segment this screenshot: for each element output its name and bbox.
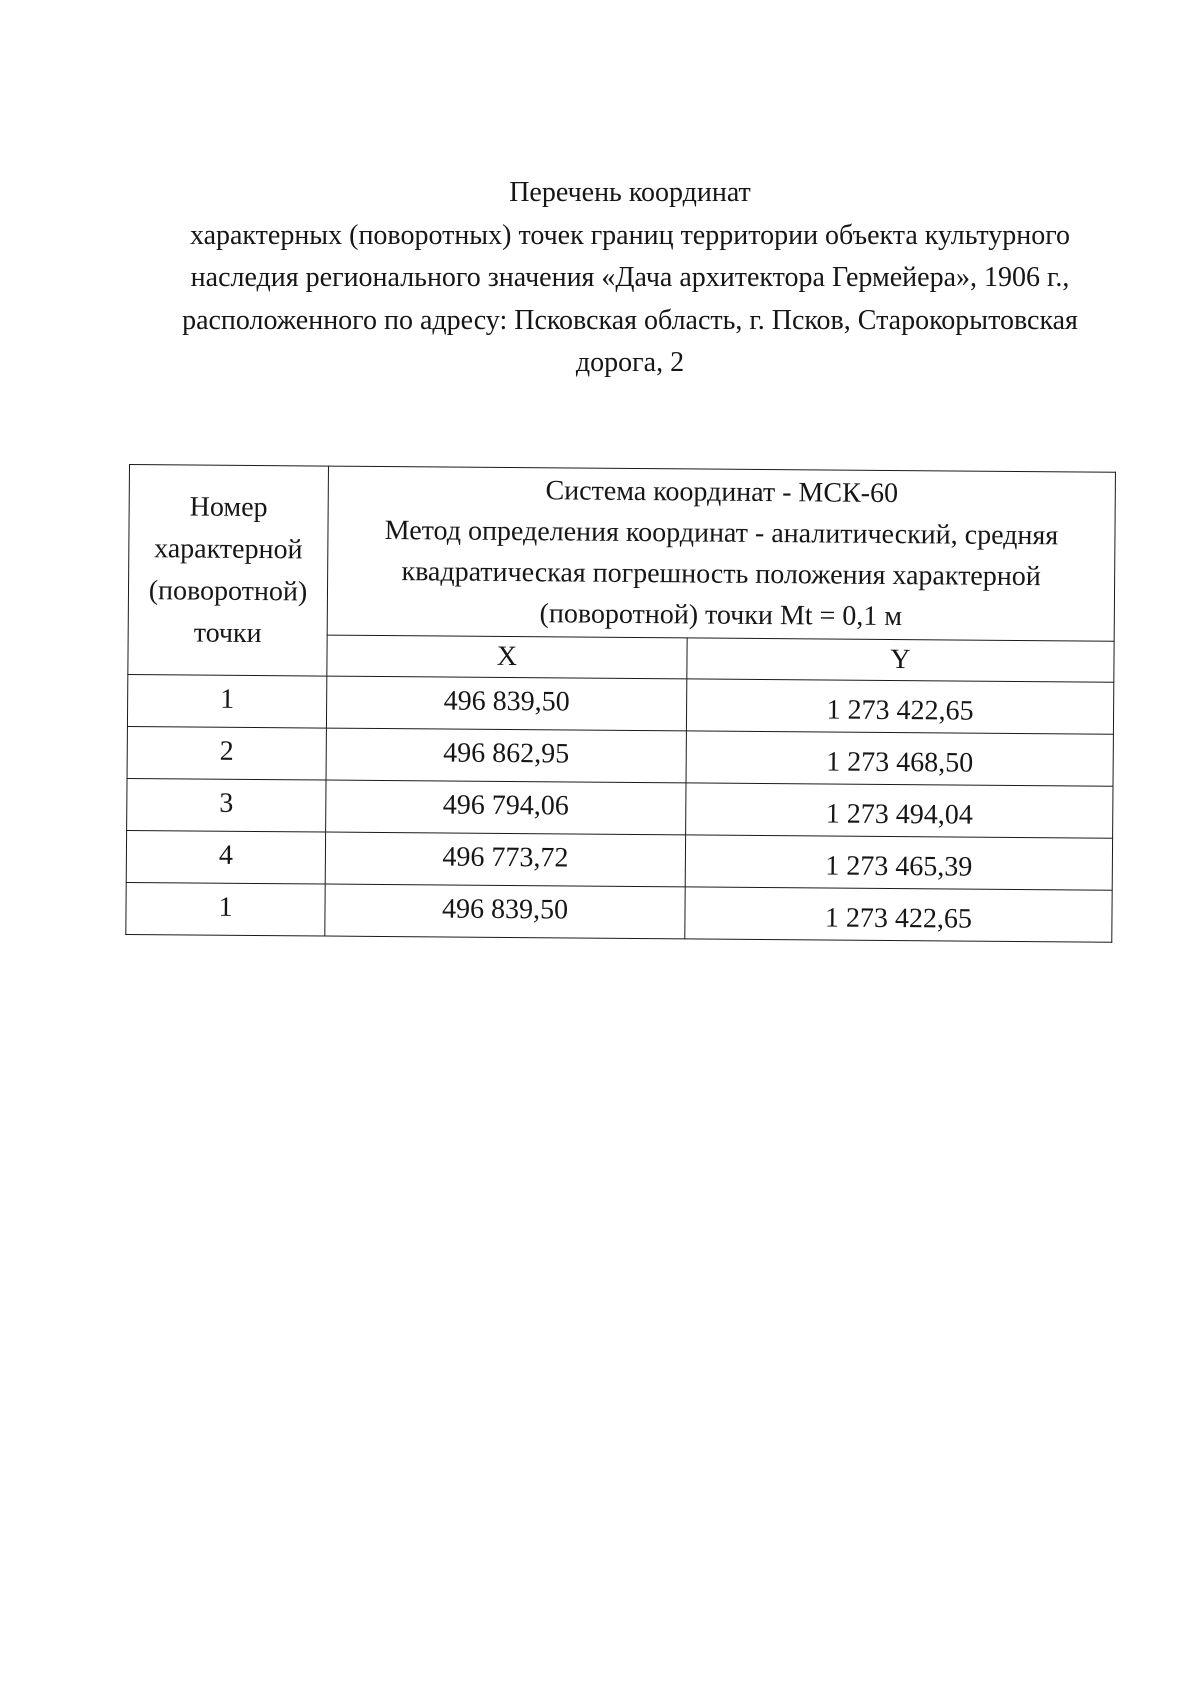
coordinate-system-header: Система координат - МСК-60 Метод определения координат - аналитический, средняя квадратическая погрешность положения характерной (поворотной) точки Mt = 0,1 м (327, 466, 1115, 641)
point-number-cell: 2 (127, 726, 326, 780)
x-column-header: X (327, 635, 687, 679)
y-coordinate-cell: 1 273 468,50 (686, 731, 1113, 786)
table-row (126, 882, 1112, 942)
y-coordinate-cell: 1 273 422,65 (686, 679, 1113, 734)
title-line: расположенного по адресу: Псковская область, г. Псков, Старокорытовская (182, 304, 1078, 336)
point-number-cell: 4 (126, 830, 325, 884)
document-title (130, 172, 1130, 385)
y-coordinate-cell: 1 273 465,39 (685, 835, 1112, 890)
y-coordinate-cell: 1 273 494,04 (686, 783, 1113, 838)
point-number-cell: 1 (126, 882, 325, 936)
x-coordinate-cell: 496 862,95 (326, 728, 686, 783)
title-line: Перечень координат (509, 177, 751, 208)
coordinates-table (125, 464, 1116, 943)
table-row (127, 674, 1113, 734)
x-coordinate-cell: 496 839,50 (326, 676, 686, 731)
title-line: характерных (поворотных) точек границ территории объекта культурного (189, 219, 1071, 251)
title-line: дорога, 2 (575, 347, 685, 378)
table-header-row (128, 465, 1115, 642)
point-number-cell: 3 (127, 778, 326, 832)
table-row (126, 830, 1112, 890)
y-column-header: Y (687, 638, 1114, 682)
point-number-cell: 1 (127, 674, 326, 728)
point-number-header: Номер характерной (поворотной) точки (128, 465, 329, 677)
table-row (127, 778, 1113, 838)
x-coordinate-cell: 496 794,06 (326, 780, 686, 835)
x-coordinate-cell: 496 773,72 (325, 832, 685, 887)
y-coordinate-cell: 1 273 422,65 (685, 887, 1112, 942)
x-coordinate-cell: 496 839,50 (325, 884, 685, 939)
table-row (127, 726, 1113, 786)
title-line: наследия регионального значения «Дача архитектора Гермейера», 1906 г., (190, 262, 1070, 293)
